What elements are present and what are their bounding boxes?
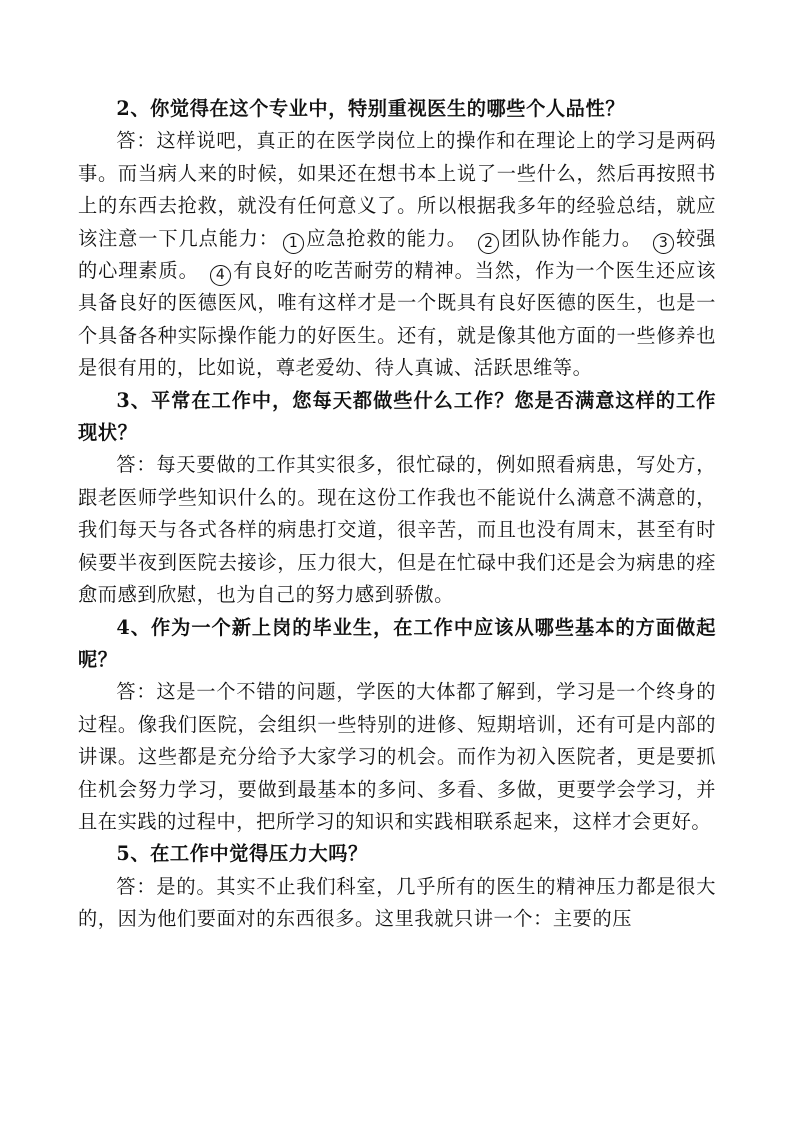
answer-2 xyxy=(78,125,716,384)
answer-4: 答：这是一个不错的问题，学医的大体都了解到，学习是一个终身的过程。像我们医院，会组织一些特别的进修、短期培训，还有可是内部的讲课。这些都是充分给予大家学习的机会。而作为初入医院者，更是要抓住机会努力学习，要做到最基本的多问、多看、多做，更要学会学习，并且在实践的过程中，把所学习的知识和实践相联系起来，这样才会更好。 xyxy=(78,680,716,833)
circled-number-3: 3 xyxy=(653,233,674,254)
document-page xyxy=(78,93,716,936)
circled-number-4: 4 xyxy=(210,265,231,286)
circled-number-1: 1 xyxy=(283,233,304,254)
answer-2-point-2: 团队协作能力。 xyxy=(500,226,642,250)
answer-2-conclusion: 当然，作为一个医生还应该具备良好的医德医风，唯有这样才是一个既具有良好医德的医生，也是一个具备各种实际操作能力的好医生。还有，就是像其他方面的一些修养也是很有用的，比如说，尊老爱幼、待人真诚、活跃思维等。 xyxy=(78,259,716,380)
question-3: 3、平常在工作中，您每天都做些什么工作？您是否满意这样的工作现状？ xyxy=(78,388,716,445)
answer-2-point-1: 应急抢救的能力。 xyxy=(305,226,467,250)
answer-2-intro: 答：这样说吧，真正的在医学岗位上的操作和在理论上的学习是两码事。而当病人来的时候，如果还在想书本上说了一些什么，然后再按照书上的东西去抢救，就没有任何意义了。所以根据我多年的经验总结，就应该注意一下几点能力： xyxy=(78,129,716,250)
answer-3: 答：每天要做的工作其实很多，很忙碌的，例如照看病患，写处方，跟老医师学些知识什么的。现在这份工作我也不能说什么满意不满意的，我们每天与各式各样的病患打交道，很辛苦，而且也没有周末，甚至有时候要半夜到医院去接诊，压力很大，但是在忙碌中我们还是会为病患的痊愈而感到欣慰，也为自己的努力感到骄傲。 xyxy=(78,453,716,607)
answer-2-point-4: 有良好的吃苦耐劳的精神。 xyxy=(232,259,475,283)
question-4: 4、作为一个新上岗的毕业生，在工作中应该从哪些基本的方面做起呢？ xyxy=(78,615,716,671)
answer-5: 答：是的。其实不止我们科室，几乎所有的医生的精神压力都是很大的，因为他们要面对的东西很多。这里我就只讲一个：主要的压 xyxy=(78,874,716,931)
answer-2-point-3: 较强的心理素质。 xyxy=(78,226,717,283)
question-2: 2、你觉得在这个专业中，特别重视医生的哪些个人品性？ xyxy=(116,97,626,120)
question-5: 5、在工作中觉得压力大吗？ xyxy=(116,842,368,866)
circled-number-2: 2 xyxy=(478,233,499,254)
